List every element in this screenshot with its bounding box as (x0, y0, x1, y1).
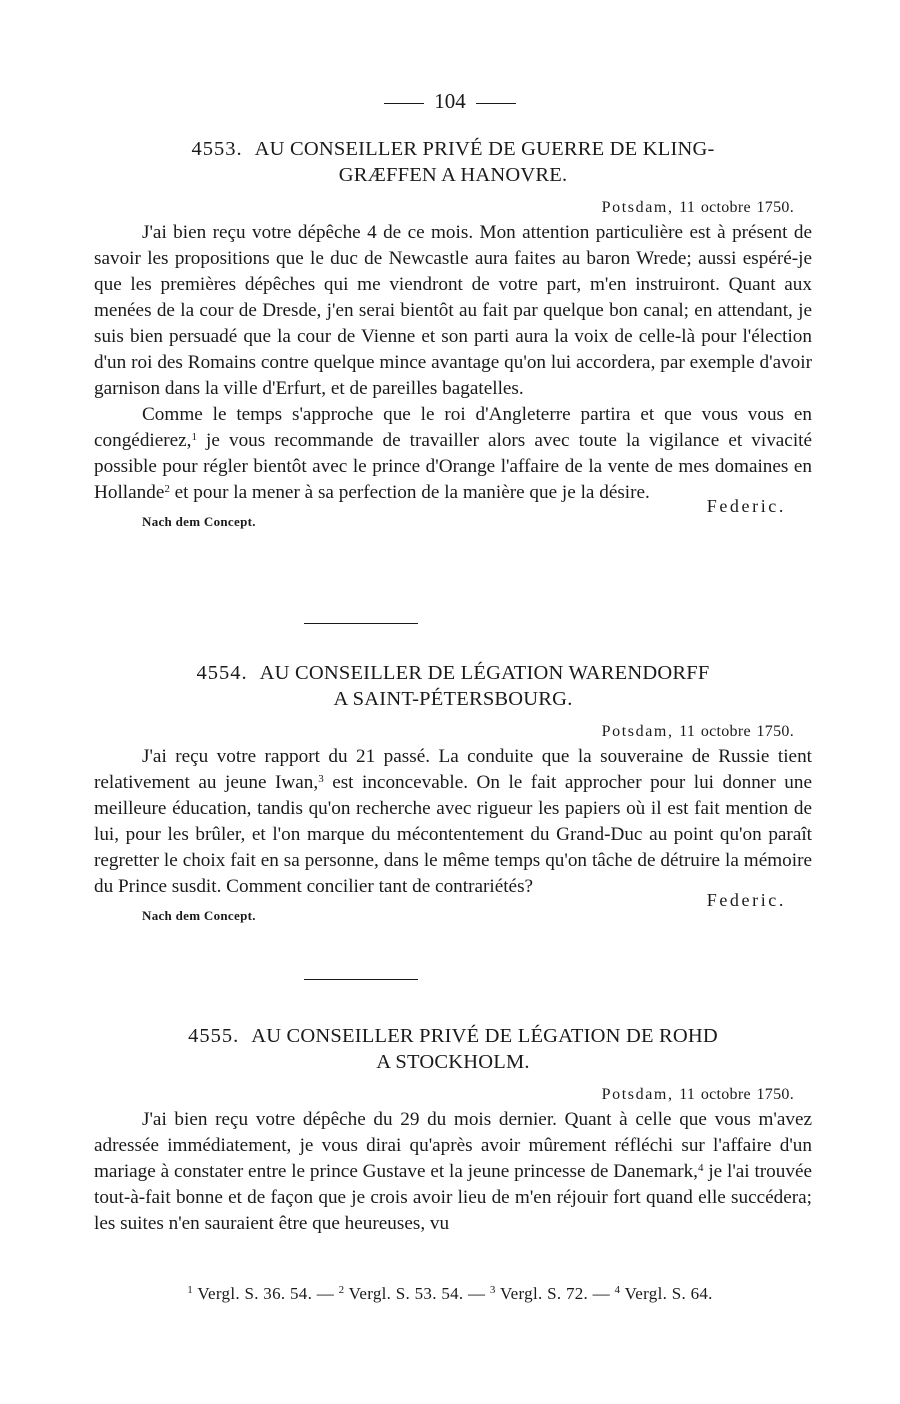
footnote-separator: — (316, 1284, 335, 1303)
source-note: Nach dem Concept. (142, 514, 256, 529)
footnote-text: Vergl. S. 36. 54. (197, 1284, 313, 1303)
date-month: octobre (700, 1086, 751, 1103)
paragraph-text: je vous recommande de travailler alors avec toute la vigilance et vivacité possible pour régler bientôt avec le prince d'Orange l'affaire de la vente de mes domaines en Hollande (94, 430, 812, 503)
letter-4553 (94, 136, 812, 532)
title-line-2: A STOCKHOLM. (376, 1051, 530, 1073)
title-line-2: GRÆFFEN A HANOVRE. (338, 164, 568, 186)
date-place: Potsdam, (601, 199, 674, 216)
footnote-separator: — (592, 1284, 610, 1303)
date-month: octobre (700, 723, 751, 740)
footnote-ref: 1 (191, 431, 197, 443)
footnote-text: Vergl. S. 72. (499, 1284, 589, 1303)
footnote-mark: 2 (338, 1284, 345, 1296)
footnote-mark: 4 (614, 1284, 621, 1296)
footnote-text: Vergl. S. 53. 54. (348, 1284, 464, 1303)
date-day: 11 (679, 199, 696, 216)
paragraph-text: J'ai reçu votre rapport du 21 passé. La conduite que la souveraine de Russie tient relativement au jeune Iwan, (94, 746, 812, 793)
letter-title (94, 1023, 812, 1075)
letter-4555 (94, 1023, 812, 1237)
letter-number: 4553. (191, 138, 243, 160)
letter-date (94, 1083, 812, 1107)
letter-paragraph (94, 402, 812, 506)
footnotes (0, 1282, 900, 1306)
header-rule-left (384, 103, 424, 104)
letter-date (94, 196, 812, 220)
footnote-mark: 3 (489, 1284, 496, 1296)
footnote-ref: 2 (164, 483, 170, 495)
title-line-2: A SAINT-PÉTERSBOURG. (333, 688, 573, 710)
paragraph-text: et pour la mener à sa perfection de la manière que je la désire. (169, 482, 650, 503)
date-year: 1750. (756, 1086, 794, 1103)
signature: Federic. (706, 496, 786, 516)
signature-line (94, 496, 812, 532)
section-divider (304, 979, 418, 980)
date-day: 11 (679, 723, 696, 740)
header-rule-right (476, 103, 516, 104)
title-line-1: AU CONSEILLER PRIVÉ DE GUERRE DE KLING- (254, 138, 715, 160)
letter-number: 4554. (196, 662, 248, 684)
section-divider (304, 623, 418, 624)
letter-paragraph (94, 1107, 812, 1237)
page-header (0, 88, 900, 114)
footnote-mark: 1 (187, 1284, 194, 1296)
footnote-text: Vergl. S. 64. (624, 1284, 713, 1303)
page-number: 104 (434, 89, 466, 113)
signature: Federic. (706, 890, 786, 910)
title-line-1: AU CONSEILLER DE LÉGATION WARENDORFF (259, 662, 710, 684)
paragraph-text: je l'ai trouvée tout-à-fait bonne et de façon que je crois avoir lieu de m'en réjouir fort quand elle succédera; les suites n'en sauraient être que heureuses, vu (94, 1161, 812, 1234)
date-place: Potsdam, (601, 723, 674, 740)
paragraph-text: J'ai bien reçu votre dépêche du 29 du mois dernier. Quant à celle que vous m'avez adressée immédiatement, je vous dirai qu'après avoir mûrement réfléchi sur l'affaire d'un mariage à constater entre le prince Gustave et la jeune princesse de Danemark, (94, 1109, 812, 1182)
letter-date (94, 720, 812, 744)
footnote-ref: 3 (318, 773, 324, 785)
title-line-1: AU CONSEILLER PRIVÉ DE LÉGATION DE ROHD (251, 1025, 718, 1047)
footnote-ref: 4 (697, 1162, 704, 1174)
letter-paragraph: J'ai bien reçu votre dépêche 4 de ce mois. Mon attention particulière est à présent de savoir les propositions que le duc de Newcastle aura faites au baron Wrede; aussi espéré-je que les premières dépêches qui me viendront de votre part, m'en instruiront. Quant aux menées de la cour de Dresde, j'en serai bientôt au fait par quelque bon canal; en attendant, je suis bien persuadé que la cour de Vienne et son parti aura la voix de celle-là pour l'élection d'un roi des Romains contre quelque mince avantage qu'on lui accordera, par exemple d'avoir garnison dans la ville d'Erfurt, et de pareilles bagatelles. (94, 222, 812, 399)
paragraph-text: est inconcevable. On le fait approcher pour lui donner une meilleure éducation, tandis qu'on recherche avec rigueur les papiers où il est fait mention de lui, pour les brûler, et l'on marque du mécontentement du Grand-Duc au point qu'on paraît regretter le choix fait en sa personne, dans le même temps qu'on tâche de détruire la mémoire du Prince susdit. Comment concilier tant de contrariétés? (94, 772, 812, 897)
footnote-separator: — (468, 1284, 486, 1303)
date-year: 1750. (756, 199, 794, 216)
letter-4554 (94, 660, 812, 926)
paragraph-text: Comme le temps s'approche que le roi d'Angleterre partira et que vous vous en congédierez, (94, 404, 812, 451)
letter-title (94, 136, 812, 188)
letter-paragraph (94, 744, 812, 900)
signature-line (94, 890, 812, 926)
date-day: 11 (679, 1086, 696, 1103)
date-month: octobre (700, 199, 751, 216)
date-year: 1750. (756, 723, 794, 740)
letter-title (94, 660, 812, 712)
source-note: Nach dem Concept. (142, 908, 256, 923)
date-place: Potsdam, (601, 1086, 674, 1103)
letter-number: 4555. (188, 1025, 240, 1047)
